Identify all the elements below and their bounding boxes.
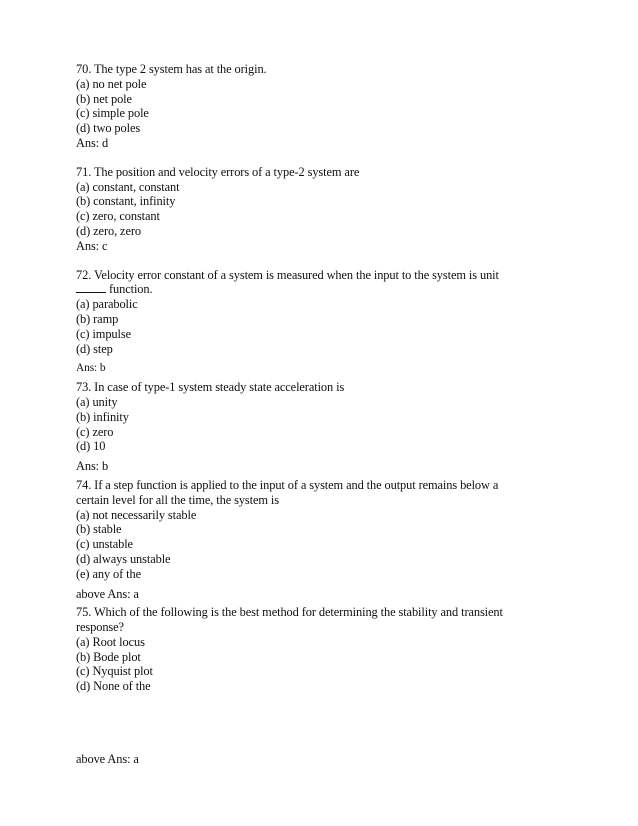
option: (e) any of the: [76, 566, 141, 581]
option: (a) parabolic: [76, 297, 138, 312]
option: (b) stable: [76, 522, 122, 537]
option: (b) infinity: [76, 409, 129, 424]
option: (d) two poles: [76, 121, 141, 136]
fill-in-blank: [76, 283, 106, 293]
option: (c) simple pole: [76, 106, 149, 121]
option: (c) unstable: [76, 537, 133, 552]
question-text: 73. In case of type-1 system steady state acceleration is: [76, 380, 345, 395]
option: (d) step: [76, 341, 113, 356]
option: (a) no net pole: [76, 76, 147, 91]
answer: Ans: c: [76, 238, 108, 253]
option: (b) net pole: [76, 91, 132, 106]
question-text: 72. Velocity error constant of a system is measured when the input to the system is unit: [76, 267, 499, 282]
option: (a) not necessarily stable: [76, 507, 197, 522]
question-text: 71. The position and velocity errors of a type-2 system are: [76, 164, 360, 179]
option: (a) unity: [76, 394, 118, 409]
option: (d) zero, zero: [76, 223, 141, 238]
question-block-70: [76, 62, 576, 151]
question-text-cont-label: function.: [109, 282, 153, 297]
question-text: 74. If a step function is applied to the input of a system and the output remains below a: [76, 477, 499, 492]
option: (b) constant, infinity: [76, 194, 176, 209]
option: (d) None of the: [76, 679, 151, 694]
question-block-74: [76, 478, 576, 601]
option: (c) zero: [76, 424, 114, 439]
option: (d) always unstable: [76, 551, 171, 566]
question-block-73: [76, 380, 576, 474]
question-block-75: [76, 605, 576, 767]
option: (d) 10: [76, 439, 106, 454]
question-block-71: [76, 165, 576, 254]
question-text-cont: certain level for all the time, the system is: [76, 492, 279, 507]
question-block-72: [76, 268, 576, 377]
question-text-cont: response?: [76, 620, 124, 635]
option: (a) Root locus: [76, 634, 145, 649]
option: (c) Nyquist plot: [76, 664, 153, 679]
option: (c) impulse: [76, 326, 131, 341]
answer: above Ans: a: [76, 586, 139, 601]
option: (b) ramp: [76, 311, 119, 326]
option: (a) constant, constant: [76, 179, 180, 194]
answer: Ans: b: [76, 362, 106, 375]
question-text: 70. The type 2 system has at the origin.: [76, 62, 267, 76]
option: (b) Bode plot: [76, 649, 141, 664]
question-text: 75. Which of the following is the best method for determining the stability and transient: [76, 605, 503, 620]
option: (c) zero, constant: [76, 209, 160, 224]
question-text-cont: [76, 282, 576, 297]
answer: Ans: b: [76, 459, 109, 474]
answer: above Ans: a: [76, 752, 139, 767]
document-page: [76, 62, 576, 767]
answer: Ans: d: [76, 135, 109, 150]
